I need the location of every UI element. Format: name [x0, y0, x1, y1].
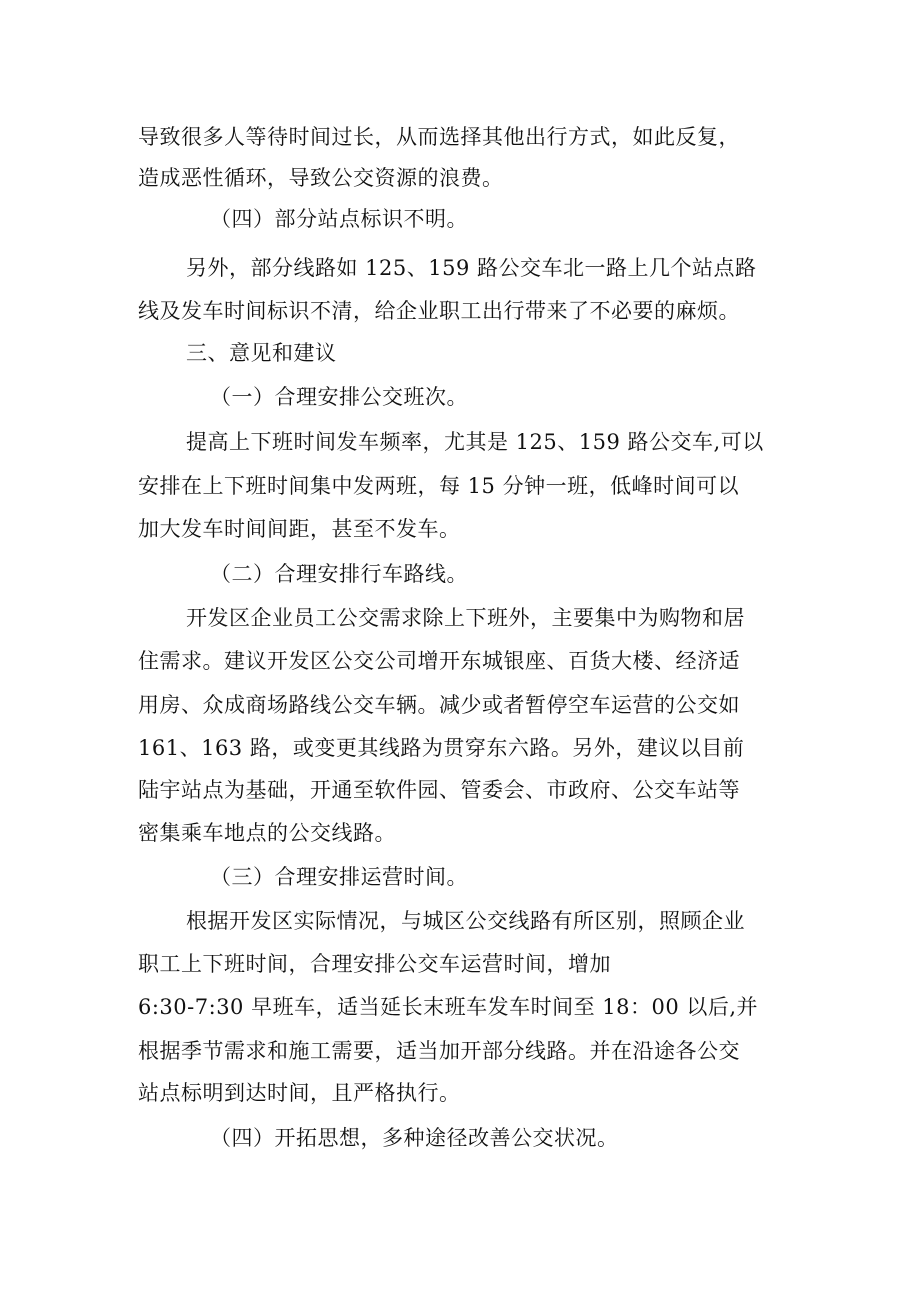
paragraph-line: 陆宇站点为基础，开通至软件园、管委会、市政府、公交车站等: [138, 778, 740, 802]
section-heading: （四）部分站点标识不明。: [210, 207, 468, 231]
paragraph-line: 根据季节需求和施工需要，适当加开部分线路。并在沿途各公交: [138, 1039, 740, 1063]
paragraph-line: 安排在上下班时间集中发两班，每 15 分钟一班，低峰时间可以: [138, 474, 740, 498]
paragraph-line: 站点标明到达时间，且严格执行。: [138, 1081, 461, 1105]
paragraph-line: 导致很多人等待时间过长，从而选择其他出行方式，如此反复，: [138, 125, 740, 149]
chapter-heading: 三、意见和建议: [186, 341, 337, 365]
paragraph-line: 6:30-7:30 早班车，适当延长末班车发车时间至 18：00 以后,并: [138, 995, 759, 1019]
section-heading: （三）合理安排运营时间。: [210, 865, 468, 889]
paragraph-line: 提高上下班时间发车频率，尤其是 125、159 路公交车,可以: [186, 430, 764, 454]
section-heading: （四）开拓思想，多种途径改善公交状况。: [210, 1126, 619, 1150]
section-heading: （二）合理安排行车路线。: [210, 562, 468, 586]
paragraph-line: 职工上下班时间，合理安排公交车运营时间，增加: [138, 952, 611, 976]
paragraph-line: 161、163 路，或变更其线路为贯穿东六路。另外，建议以目前: [138, 736, 745, 760]
paragraph-line: 另外，部分线路如 125、159 路公交车北一路上几个站点路: [186, 256, 757, 280]
paragraph-line: 住需求。建议开发区公交公司增开东城银座、百货大楼、经济适: [138, 649, 740, 673]
paragraph-line: 加大发车时间间距，甚至不发车。: [138, 517, 461, 541]
paragraph-line: 开发区企业员工公交需求除上下班外，主要集中为购物和居: [186, 606, 745, 630]
section-heading: （一）合理安排公交班次。: [210, 385, 468, 409]
paragraph-line: 线及发车时间标识不清，给企业职工出行带来了不必要的麻烦。: [138, 299, 740, 323]
paragraph-line: 密集乘车地点的公交线路。: [138, 821, 396, 845]
paragraph-line: 用房、众成商场路线公交车辆。减少或者暂停空车运营的公交如: [138, 693, 740, 717]
paragraph-line: 造成恶性循环，导致公交资源的浪费。: [138, 166, 504, 190]
paragraph-line: 根据开发区实际情况，与城区公交线路有所区别，照顾企业: [186, 909, 745, 933]
